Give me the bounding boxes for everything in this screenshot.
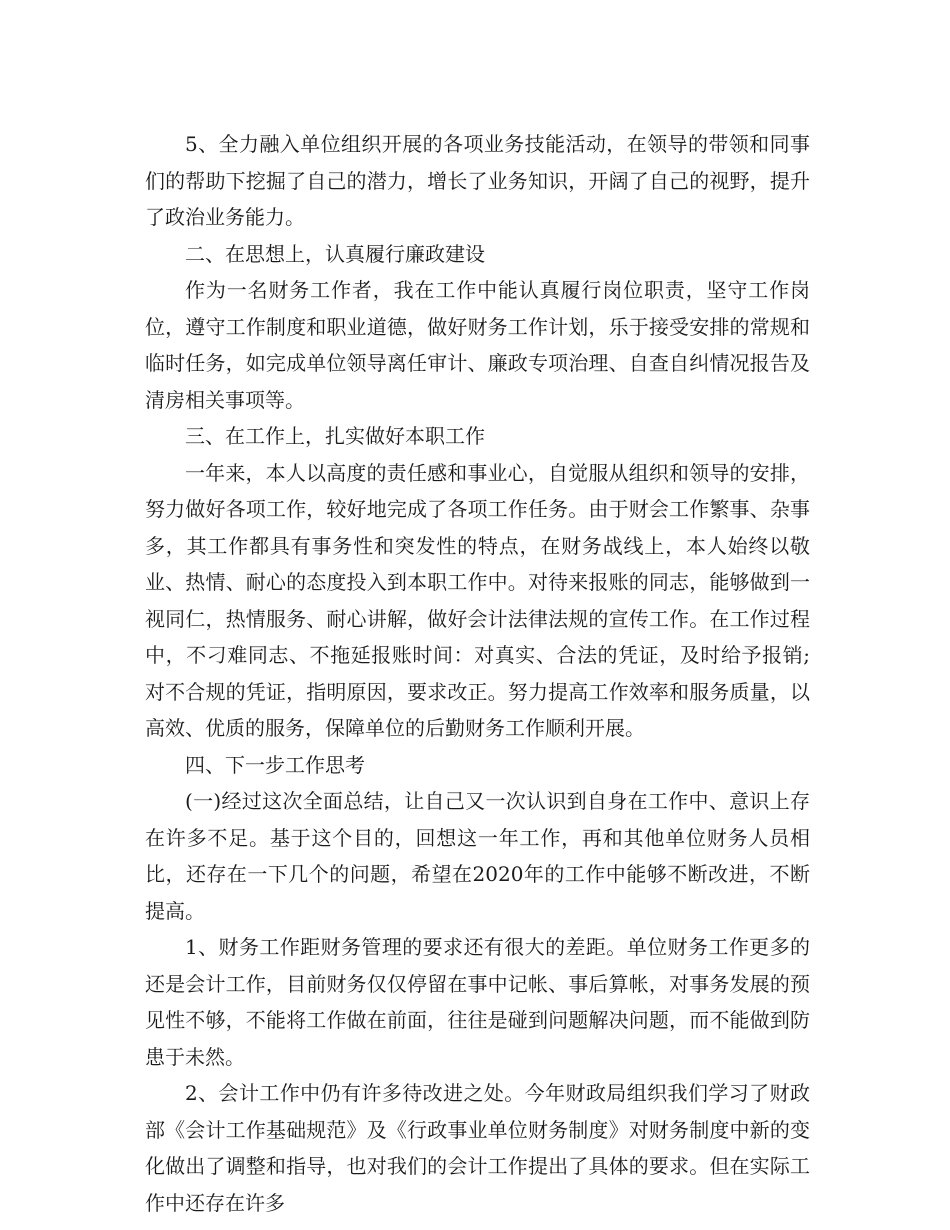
- document-body: [145, 126, 810, 1221]
- paragraph-work: 一年来，本人以高度的责任感和事业心，自觉服从组织和领导的安排，努力做好各项工作，较好地完成了各项工作任务。由于财会工作繁事、杂事多，其工作都具有事务性和突发性的特点，在财务战线上，本人始终以敬业、热情、耐心的态度投入到本职工作中。对待来报账的同志，能够做到一视同仁，热情服务、耐心讲解，做好会计法律法规的宣传工作。在工作过程中，不刁难同志、不拖延报账时间：对真实、合法的凭证，及时给予报销;对不合规的凭证，指明原因，要求改正。努力提高工作效率和服务质量，以高效、优质的服务，保障单位的后勤财务工作顺利开展。: [145, 460, 810, 740]
- section-heading-3: 三、在工作上，扎实做好本职工作: [185, 424, 485, 448]
- paragraph-issue-1: 1、财务工作距财务管理的要求还有很大的差距。单位财务工作更多的还是会计工作，目前财务仅仅停留在事中记帐、事后算帐，对事务发展的预见性不够，不能将工作做在前面，往往是碰到问题解决问题，而不能做到防患于未然。: [145, 935, 810, 1069]
- paragraph-integrity: 作为一名财务工作者，我在工作中能认真履行岗位职责，坚守工作岗位，遵守工作制度和职业道德，做好财务工作计划，乐于接受安排的常规和临时任务，如完成单位领导离任审计、廉政专项治理、自查自纠情况报告及清房相关事项等。: [145, 278, 810, 412]
- section-heading-4: 四、下一步工作思考: [185, 752, 365, 777]
- paragraph-issue-2: 2、会计工作中仍有许多待改进之处。今年财政局组织我们学习了财政部《会计工作基础规范》及《行政事业单位财务制度》对财务制度中新的变化做出了调整和指导，也对我们的会计工作提出了具体的要求。但在实际工作中还存在许多: [145, 1081, 810, 1215]
- section-heading-2: 二、在思想上，认真履行廉政建设: [185, 241, 485, 266]
- paragraph-reflection: (一)经过这次全面总结，让自己又一次认识到自身在工作中、意识上存在许多不足。基于这个目的，回想这一年工作，再和其他单位财务人员相比，还存在一下几个的问题，希望在2020年的工作中能够不断改进，不断提高。: [145, 789, 810, 923]
- paragraph-item-5: 5、全力融入单位组织开展的各项业务技能活动，在领导的带领和同事们的帮助下挖掘了自己的潜力，增长了业务知识，开阔了自己的视野，提升了政治业务能力。: [145, 132, 810, 229]
